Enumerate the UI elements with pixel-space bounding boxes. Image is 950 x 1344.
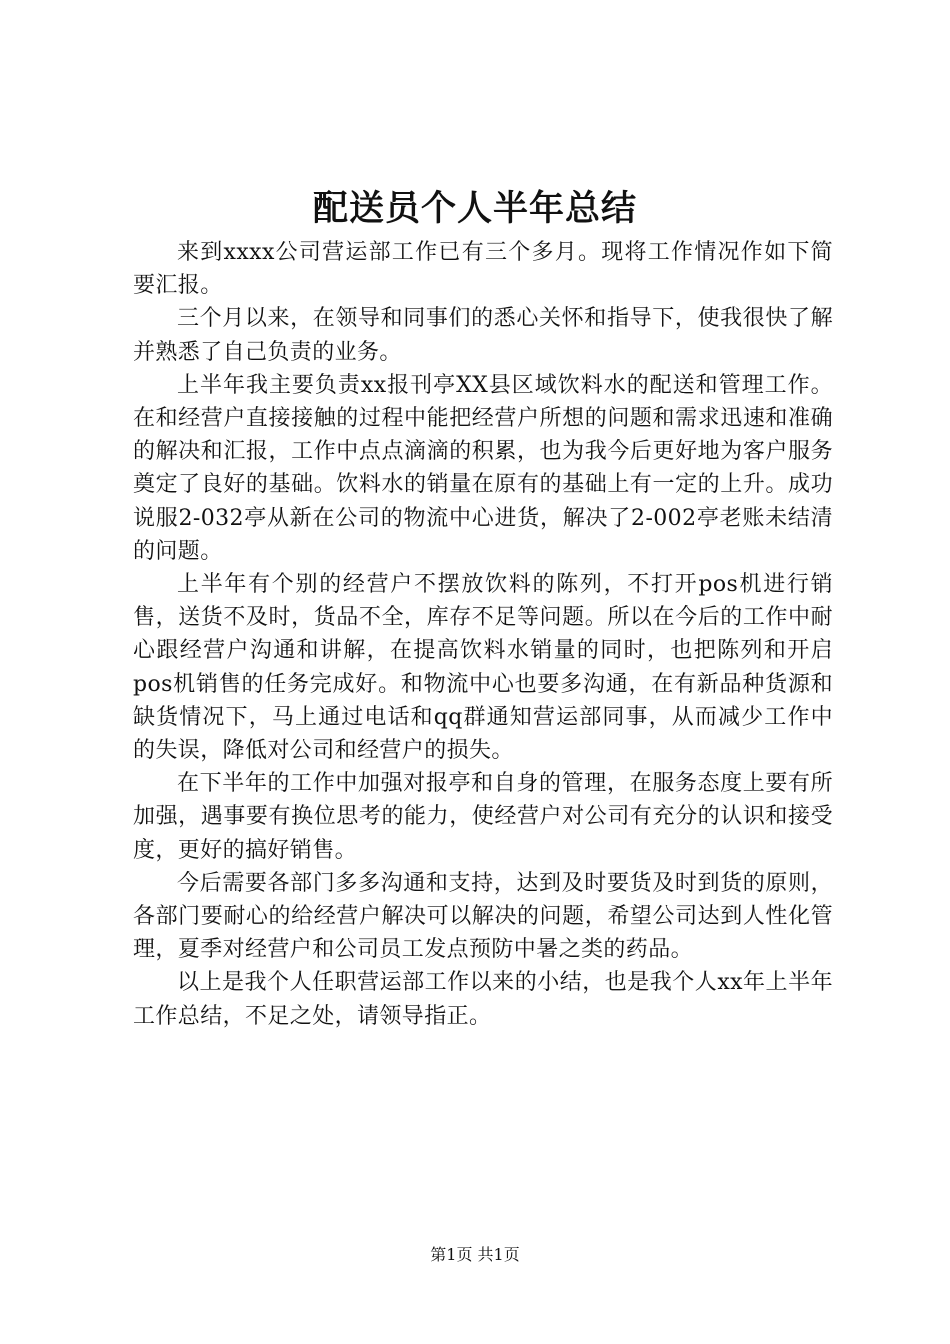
paragraph-progress: 三个月以来，在领导和同事们的悉心关怀和指导下，使我很快了解并熟悉了自己负责的业务。 — [133, 306, 833, 365]
document-title: 配送员个人半年总结 — [312, 188, 637, 229]
document-body — [133, 236, 833, 1033]
paragraph-responsibilities: 上半年我主要负责xx报刊亭XX县区域饮料水的配送和管理工作。在和经营户直接接触的过程中能把经营户所想的问题和需求迅速和准确的解决和汇报，工作中点点滴滴的积累，也为我今后更好地为客户服务奠定了良好的基础。饮料水的销量在原有的基础上有一定的上升。成功说服2-032亭从新在公司的物流中心进货，解决了2-002亭老账未结清的问题。 — [133, 372, 833, 564]
paragraph-intro: 来到xxxx公司营运部工作已有三个多月。现将工作情况作如下简要汇报。 — [133, 240, 833, 299]
paragraph-conclusion: 以上是我个人任职营运部工作以来的小结，也是我个人xx年上半年工作总结，不足之处，请领导指正。 — [133, 970, 833, 1029]
page-footer: 第1页 共1页 — [430, 1245, 520, 1264]
paragraph-second-half-plan: 在下半年的工作中加强对报亭和自身的管理，在服务态度上要有所加强，遇事要有换位思考的能力，使经营户对公司有充分的认识和接受度，更好的搞好销售。 — [133, 771, 833, 863]
paragraph-suggestions: 今后需要各部门多多沟通和支持，达到及时要货及时到货的原则，各部门要耐心的给经营户解决可以解决的问题，希望公司达到人性化管理，夏季对经营户和公司员工发点预防中暑之类的药品。 — [133, 870, 833, 963]
paragraph-problems: 上半年有个别的经营户不摆放饮料的陈列，不打开pos机进行销售，送货不及时，货品不全，库存不足等问题。所以在今后的工作中耐心跟经营户沟通和讲解，在提高饮料水销量的同时，也把陈列和开启pos机销售的任务完成好。和物流中心也要多沟通，在有新品种货源和缺货情况下，马上通过电话和qq群通知营运部同事，从而减少工作中的失误，降低对公司和经营户的损失。 — [133, 572, 833, 764]
